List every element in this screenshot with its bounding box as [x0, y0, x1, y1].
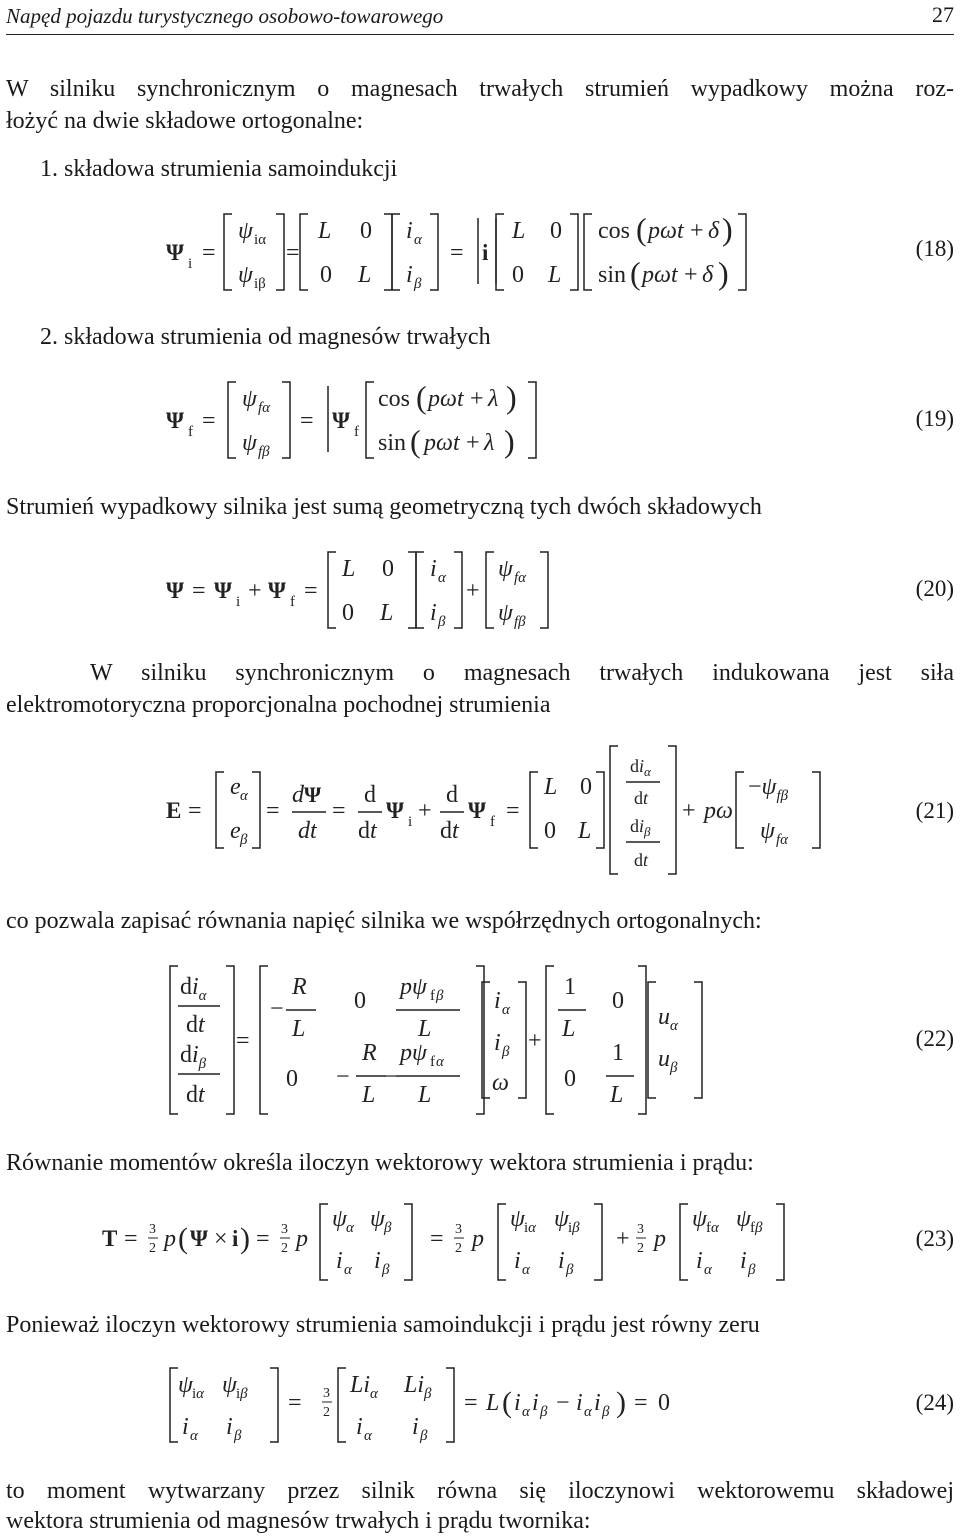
svg-text:i: i — [188, 256, 193, 272]
svg-text:=: = — [450, 240, 464, 266]
svg-text:+: + — [690, 218, 704, 244]
svg-text:α: α — [704, 1262, 712, 1278]
svg-text:dt: dt — [634, 850, 649, 870]
svg-text:pψ: pψ — [400, 974, 427, 1000]
svg-text:i: i — [594, 1390, 601, 1416]
svg-text:=: = — [188, 798, 202, 824]
svg-text:=: = — [202, 408, 216, 434]
svg-text:(: ( — [178, 1222, 188, 1255]
svg-text:(: ( — [636, 211, 647, 247]
svg-text:L: L — [578, 818, 592, 844]
svg-text:3: 3 — [149, 1222, 156, 1237]
svg-text:ψ: ψ — [242, 386, 257, 412]
paragraph-intro-line2: łożyć na dwie składowe ortogonalne: — [6, 108, 364, 134]
svg-text:p: p — [164, 1226, 176, 1252]
svg-text:pψ: pψ — [400, 1040, 427, 1066]
svg-text:+: + — [684, 262, 698, 288]
equation-number-22: (22) — [915, 1026, 954, 1051]
svg-text:α: α — [670, 1018, 678, 1034]
svg-text:i: i — [406, 218, 413, 244]
svg-text:ψ: ψ — [498, 600, 513, 626]
svg-text:i: i — [696, 1248, 703, 1274]
svg-text:e: e — [230, 818, 241, 844]
svg-text:1: 1 — [564, 974, 576, 1000]
list-item-2: 2. składowa strumienia od magnesów trwałych — [40, 324, 491, 350]
svg-text:Ψ: Ψ — [214, 578, 232, 603]
svg-text:L: L — [562, 1016, 576, 1042]
svg-text:E: E — [166, 798, 182, 823]
svg-text:−: − — [270, 996, 284, 1022]
svg-text:ω: ω — [492, 1070, 509, 1096]
svg-text:f: f — [430, 1054, 435, 1070]
equation-23 — [96, 1196, 816, 1286]
svg-text:cos: cos — [598, 218, 630, 244]
svg-text:pω: pω — [704, 798, 733, 824]
svg-text:pωt: pωt — [428, 386, 464, 412]
svg-text:β: β — [748, 1262, 756, 1278]
equation-24 — [160, 1362, 720, 1448]
svg-text:diβ: $di_\beta$ — [180, 1042, 207, 1072]
svg-text:=: = — [202, 240, 216, 266]
svg-text:=: = — [256, 1226, 270, 1252]
svg-text:ψ: ψ — [554, 1206, 569, 1232]
svg-text:α: α — [346, 1220, 354, 1236]
svg-text:Ψ: Ψ — [268, 578, 286, 603]
svg-text:3: 3 — [323, 1386, 330, 1401]
svg-text:=: = — [430, 1226, 444, 1252]
svg-text:β: β — [414, 276, 422, 292]
page-number: 27 — [932, 2, 954, 27]
equation-22 — [160, 962, 720, 1118]
svg-text:dt: dt — [634, 788, 649, 808]
svg-text:=: = — [192, 578, 206, 604]
svg-text:ψ: ψ — [370, 1206, 385, 1232]
svg-text:L: L — [380, 600, 394, 626]
svg-text:): ) — [240, 1222, 250, 1255]
svg-text:diα: $di_\alpha$ — [630, 756, 651, 779]
svg-text:d: d — [446, 782, 458, 808]
svg-text:=: = — [304, 578, 318, 604]
svg-text:2: 2 — [281, 1241, 288, 1256]
svg-text:iα: iα — [524, 1220, 537, 1236]
svg-text:u: u — [658, 1004, 670, 1030]
paragraph-voltage: co pozwala zapisać równania napięć silnika we współrzędnych ortogonalnych: — [6, 908, 762, 934]
svg-text:Ψ: Ψ — [386, 798, 404, 823]
svg-text:sin: sin — [378, 430, 407, 456]
svg-text:β: β — [384, 1220, 392, 1236]
svg-text:L: L — [362, 1082, 376, 1108]
svg-text:sin: sin — [598, 262, 627, 288]
svg-text:cos: cos — [378, 386, 410, 412]
svg-text:β: β — [438, 614, 446, 630]
svg-text:dt: dt — [298, 818, 317, 844]
svg-text:α: α — [370, 1386, 378, 1402]
svg-text:α: α — [436, 1054, 444, 1070]
svg-text:+: + — [248, 578, 262, 604]
svg-text:(: ( — [630, 255, 641, 291]
svg-text:pωt: pωt — [642, 262, 678, 288]
svg-text:L: L — [486, 1390, 500, 1416]
svg-text:i: i — [430, 556, 437, 582]
svg-text:diβ: $di_\beta$ — [630, 816, 651, 839]
svg-text:α: α — [502, 1002, 510, 1018]
svg-text:1: 1 — [612, 1040, 624, 1066]
svg-text:+: + — [418, 798, 432, 824]
svg-text:β: β — [566, 1262, 574, 1278]
svg-text:i: i — [514, 1390, 521, 1416]
svg-text:ψ: ψ — [510, 1206, 525, 1232]
equation-number-18: (18) — [915, 236, 954, 261]
svg-text:0: 0 — [286, 1066, 298, 1092]
svg-text:ψ: ψ — [498, 556, 513, 582]
svg-text:α: α — [584, 1404, 592, 1420]
svg-text:β: β — [540, 1404, 548, 1420]
svg-text:): ) — [722, 211, 733, 247]
svg-text:α: α — [438, 570, 446, 586]
svg-text:i: i — [232, 1226, 239, 1251]
svg-text:p: p — [296, 1226, 308, 1252]
svg-text:iβ: iβ — [254, 276, 266, 292]
svg-text:iα: iα — [192, 1386, 205, 1402]
svg-text:α: α — [522, 1262, 530, 1278]
equation-number-23: (23) — [915, 1226, 954, 1251]
paragraph-zero-product: Ponieważ iloczyn wektorowy strumienia samoindukcji i prądu jest równy zeru — [6, 1312, 760, 1338]
svg-text:e: e — [230, 774, 241, 800]
svg-text:0: 0 — [360, 218, 372, 244]
svg-text:f: f — [430, 988, 435, 1004]
svg-text:f: f — [490, 814, 495, 830]
svg-text:i: i — [494, 988, 501, 1014]
svg-text:L: L — [544, 774, 558, 800]
svg-text:β: β — [382, 1262, 390, 1278]
svg-text:0: 0 — [612, 988, 624, 1014]
svg-text:i: i — [558, 1248, 565, 1274]
svg-text:β: β — [602, 1404, 610, 1420]
svg-text:α: α — [190, 1428, 198, 1444]
svg-text:fβ: fβ — [258, 444, 270, 460]
svg-text:0: 0 — [564, 1066, 576, 1092]
svg-text:i: i — [412, 1414, 419, 1440]
svg-text:i: i — [406, 262, 413, 288]
svg-text:=: = — [236, 1028, 250, 1054]
svg-text:fα: fα — [258, 400, 271, 416]
svg-text:×: × — [214, 1226, 228, 1252]
svg-text:i: i — [532, 1390, 539, 1416]
svg-text:0: 0 — [342, 600, 354, 626]
svg-text:α: α — [344, 1262, 352, 1278]
svg-text:Ψ: Ψ — [166, 578, 184, 603]
svg-text:Li: Li — [350, 1372, 371, 1398]
svg-text:i: i — [182, 1414, 189, 1440]
svg-text:fβ: fβ — [514, 614, 526, 630]
svg-text:−: − — [336, 1064, 350, 1090]
svg-text:3: 3 — [455, 1222, 462, 1237]
svg-text:2: 2 — [149, 1241, 156, 1256]
svg-text:ψ: ψ — [692, 1206, 707, 1232]
svg-text:d: d — [364, 782, 376, 808]
equation-19 — [160, 374, 560, 464]
svg-text:0: 0 — [512, 262, 524, 288]
svg-text:Ψ: Ψ — [332, 408, 350, 433]
svg-text:Ψ: Ψ — [166, 240, 184, 265]
svg-text:(: ( — [410, 423, 421, 459]
svg-text:λ: λ — [484, 430, 495, 456]
svg-text:i: i — [482, 240, 489, 265]
svg-text:i: i — [236, 594, 241, 610]
svg-text:β: β — [424, 1386, 432, 1402]
svg-text:λ: λ — [488, 386, 499, 412]
svg-text:β: β — [670, 1060, 678, 1076]
svg-text:dt: dt — [358, 818, 377, 844]
paragraph-moment-line1: to moment wytwarzany przez silnik równa się iloczynowi wektorowemu składowej — [6, 1478, 954, 1504]
svg-text:fα: fα — [776, 832, 789, 848]
svg-text:): ) — [718, 255, 729, 291]
equation-number-20: (20) — [915, 576, 954, 601]
svg-text:dt: dt — [440, 818, 459, 844]
svg-text:pωt: pωt — [648, 218, 684, 244]
svg-text:i: i — [576, 1390, 583, 1416]
svg-text:ψ: ψ — [178, 1372, 193, 1398]
svg-text:fα: fα — [706, 1220, 719, 1236]
svg-text:−: − — [384, 1064, 398, 1090]
svg-text:ψ: ψ — [242, 430, 257, 456]
svg-text:Li: Li — [404, 1372, 425, 1398]
equation-number-19: (19) — [915, 406, 954, 431]
svg-text:(: ( — [502, 1386, 512, 1419]
svg-text:(: ( — [416, 379, 427, 415]
svg-text:iβ: iβ — [236, 1386, 248, 1402]
svg-text:L: L — [418, 1082, 432, 1108]
svg-text:L: L — [342, 556, 356, 582]
page-header — [6, 0, 954, 35]
svg-text:ψ: ψ — [238, 262, 253, 288]
svg-text:): ) — [504, 423, 515, 459]
svg-text:Ψ: Ψ — [468, 798, 486, 823]
svg-text:fβ: fβ — [750, 1220, 763, 1236]
svg-text:f: f — [354, 424, 359, 440]
svg-text:): ) — [506, 379, 517, 415]
svg-text:α: α — [522, 1404, 530, 1420]
equation-20 — [160, 544, 580, 634]
svg-text:δ: δ — [708, 218, 720, 244]
svg-text:Ψ: Ψ — [166, 408, 184, 433]
svg-text:=: = — [464, 1390, 478, 1416]
paragraph-torque: Równanie momentów określa iloczyn wektorowy wektora strumienia i prądu: — [6, 1150, 754, 1176]
svg-text:0: 0 — [658, 1390, 670, 1416]
svg-text:=: = — [506, 798, 520, 824]
svg-text:+: + — [682, 798, 696, 824]
svg-text:3: 3 — [281, 1222, 288, 1237]
paragraph-intro-line1: W silniku synchronicznym o magnesach trwałych strumień wypadkowy można roz- — [6, 76, 954, 102]
svg-text:+: + — [466, 578, 480, 604]
svg-text:=: = — [286, 240, 300, 266]
svg-text:2: 2 — [637, 1241, 644, 1256]
svg-text:dt: dt — [186, 1012, 205, 1038]
svg-text:β: β — [502, 1044, 510, 1060]
svg-text:L: L — [512, 218, 526, 244]
svg-text:β: β — [420, 1428, 428, 1444]
equation-21 — [160, 742, 840, 882]
svg-text:f: f — [188, 424, 193, 440]
svg-text:L: L — [548, 262, 562, 288]
svg-text:fα: fα — [514, 570, 527, 586]
svg-text:α: α — [240, 788, 248, 804]
svg-text:ψ: ψ — [222, 1372, 237, 1398]
svg-text:−ψfβ: $-\psi_{f\beta}$ — [748, 774, 789, 804]
svg-text:2: 2 — [455, 1241, 462, 1256]
svg-text:): ) — [616, 1386, 626, 1419]
svg-text:iβ: iβ — [568, 1220, 580, 1236]
svg-text:ψ: ψ — [238, 218, 253, 244]
svg-text:β: β — [240, 832, 248, 848]
paragraph-emf-line2: elektromotoryczna proporcjonalna pochodnej strumienia — [6, 692, 551, 718]
svg-text:R: R — [292, 974, 307, 1000]
svg-text:dt: dt — [186, 1082, 205, 1108]
svg-text:+: + — [466, 430, 480, 456]
svg-text:+: + — [470, 386, 484, 412]
svg-text:=: = — [288, 1390, 302, 1416]
svg-text:p: p — [472, 1226, 484, 1252]
svg-text:Ψ: Ψ — [304, 782, 322, 807]
equation-18 — [160, 206, 760, 296]
svg-text:L: L — [358, 262, 372, 288]
svg-text:3: 3 — [637, 1222, 644, 1237]
svg-text:i: i — [430, 600, 437, 626]
svg-text:=: = — [332, 798, 346, 824]
svg-text:ψ: ψ — [332, 1206, 347, 1232]
svg-text:0: 0 — [320, 262, 332, 288]
paragraph-sum: Strumień wypadkowy silnika jest sumą geometryczną tych dwóch składowych — [6, 494, 762, 520]
svg-text:0: 0 — [580, 774, 592, 800]
svg-text:pωt: pωt — [424, 430, 460, 456]
svg-text:i: i — [514, 1248, 521, 1274]
svg-text:i: i — [356, 1414, 363, 1440]
svg-text:+: + — [616, 1226, 630, 1252]
list-item-1: 1. składowa strumienia samoindukcji — [40, 156, 398, 182]
svg-text:0: 0 — [354, 988, 366, 1014]
svg-text:p: p — [654, 1226, 666, 1252]
svg-text:diα: $di_\alpha$ — [180, 974, 207, 1004]
svg-text:ψ: ψ — [736, 1206, 751, 1232]
svg-text:β: β — [436, 988, 444, 1004]
svg-text:i: i — [374, 1248, 381, 1274]
equation-number-24: (24) — [915, 1390, 954, 1415]
svg-text:i: i — [740, 1248, 747, 1274]
svg-text:−: − — [556, 1390, 570, 1416]
svg-text:0: 0 — [544, 818, 556, 844]
svg-text:i: i — [336, 1248, 343, 1274]
svg-text:+: + — [528, 1028, 542, 1054]
running-title: Napęd pojazdu turystycznego osobowo-towarowego — [6, 4, 444, 28]
svg-text:L: L — [610, 1082, 624, 1108]
svg-text:0: 0 — [550, 218, 562, 244]
svg-text:i: i — [494, 1030, 501, 1056]
svg-text:f: f — [290, 594, 295, 610]
svg-text:β: β — [234, 1428, 242, 1444]
paragraph-emf-line1: W silniku synchronicznym o magnesach trwałych indukowana jest siła — [90, 660, 954, 686]
svg-text:α: α — [364, 1428, 372, 1444]
svg-text:L: L — [292, 1016, 306, 1042]
svg-text:i: i — [408, 814, 413, 830]
svg-text:Ψ: Ψ — [190, 1226, 208, 1251]
equation-number-21: (21) — [915, 798, 954, 823]
svg-text:=: = — [266, 798, 280, 824]
svg-text:=: = — [124, 1226, 138, 1252]
svg-text:α: α — [414, 232, 422, 248]
svg-text:T: T — [102, 1226, 118, 1251]
svg-text:ψ: ψ — [760, 818, 775, 844]
svg-text:2: 2 — [323, 1405, 330, 1420]
svg-text:δ: δ — [702, 262, 714, 288]
svg-text:L: L — [318, 218, 332, 244]
svg-text:0: 0 — [382, 556, 394, 582]
svg-text:u: u — [658, 1046, 670, 1072]
svg-text:L: L — [418, 1016, 432, 1042]
svg-text:i: i — [226, 1414, 233, 1440]
svg-text:iα: iα — [254, 232, 267, 248]
svg-text:=: = — [634, 1390, 648, 1416]
svg-text:=: = — [300, 408, 314, 434]
svg-text:R: R — [362, 1040, 377, 1066]
svg-text:d: d — [292, 782, 304, 808]
paragraph-moment-line2: wektora strumienia od magnesów trwałych i prądu twornika: — [6, 1508, 591, 1534]
